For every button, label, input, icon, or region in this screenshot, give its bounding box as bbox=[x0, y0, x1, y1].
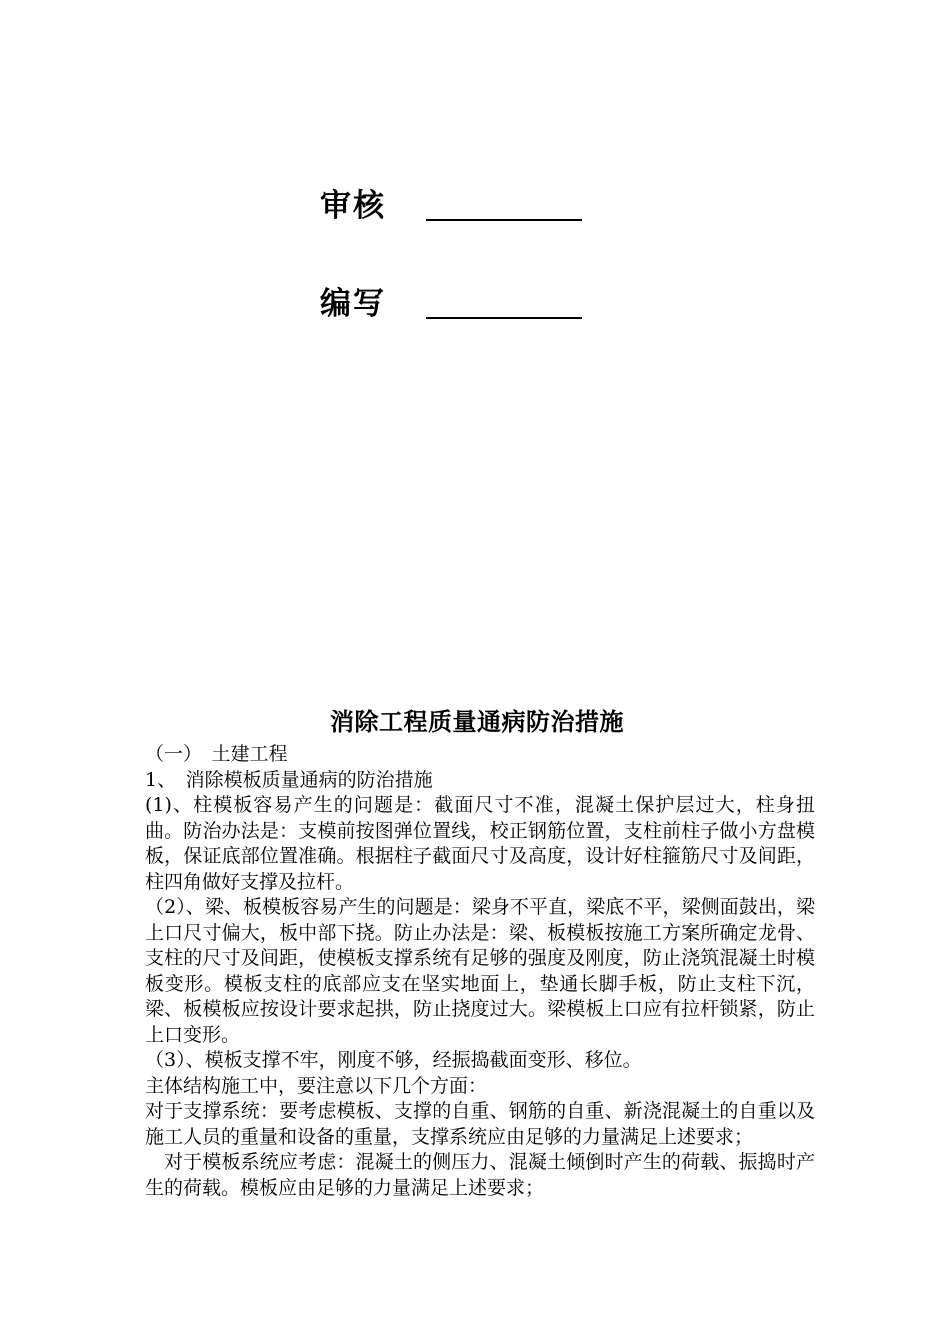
review-signature-row bbox=[320, 180, 582, 225]
section-heading: （一） 土建工程 bbox=[145, 743, 288, 765]
author-signature-line bbox=[426, 289, 582, 319]
review-label: 审核 bbox=[320, 188, 386, 224]
paragraph-support-system: 对于支撑系统：要考虑模板、支撑的自重、钢筋的自重、新浇混凝土的自重以及施工人员的重量和设备的重量，支撑系统应由足够的力量满足上述要求； bbox=[145, 1100, 815, 1148]
subheading: 1、 消除模板质量通病的防治措施 bbox=[145, 768, 433, 791]
paragraph-beam-slab-formwork: （2）、梁、板模板容易产生的问题是：梁身不平直，梁底不平，梁侧面鼓出，梁上口尺寸偏大，板中部下挠。防止办法是：梁、板模板按施工方案所确定龙骨、支柱的尺寸及间距，使模板支撑系统有足够的强度及刚度，防止浇筑混凝土时模板变形。模板支柱的底部应支在坚实地面上，垫通长脚手板，防止支柱下沉，梁、板模板应按设计要求起拱，防止挠度过大。梁模板上口应有拉杆锁紧，防止上口变形。 bbox=[145, 896, 815, 1046]
paragraph-formwork-system: 对于模板系统应考虑：混凝土的侧压力、混凝土倾倒时产生的荷载、振捣时产生的荷载。模板应由足够的力量满足上述要求； bbox=[145, 1151, 815, 1199]
review-signature-line bbox=[426, 191, 582, 221]
paragraph-formwork-support: （3）、模板支撑不牢，刚度不够，经振捣截面变形、移位。 bbox=[145, 1049, 642, 1071]
paragraph-main-structure: 主体结构施工中，要注意以下几个方面： bbox=[145, 1074, 488, 1097]
paragraph-column-formwork: (1)、柱模板容易产生的问题是：截面尺寸不准，混凝土保护层过大，柱身扭曲。防治办法是：支模前按图弹位置线，校正钢筋位置，支柱前柱子做小方盘模板，保证底部位置准确。根据柱子截面尺寸及高度，设计好柱箍筋尺寸及间距，柱四角做好支撑及拉杆。 bbox=[145, 794, 815, 893]
author-signature-row bbox=[320, 278, 582, 323]
author-label: 编写 bbox=[320, 286, 386, 322]
document-title: 消除工程质量通病防治措施 bbox=[330, 708, 624, 736]
document-body bbox=[145, 742, 815, 1201]
